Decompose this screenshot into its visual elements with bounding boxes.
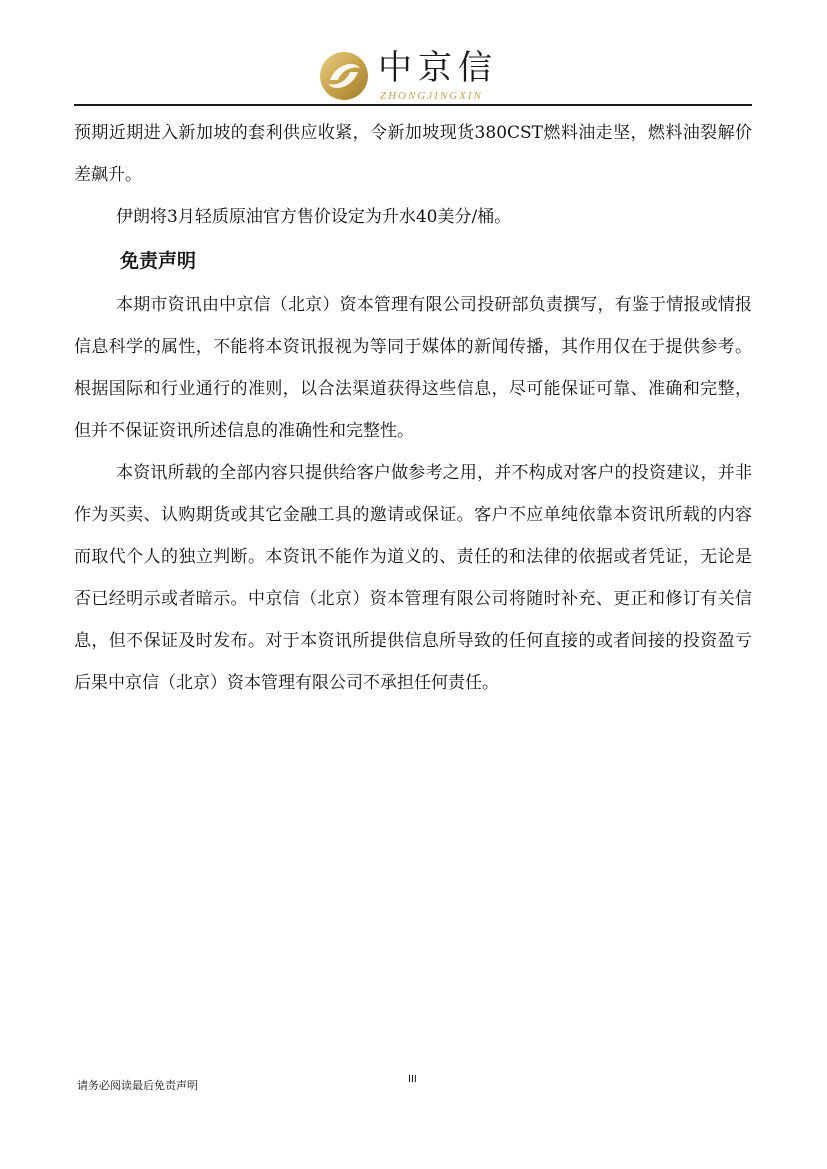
footer-disclaimer-note: 请务必阅读最后免责声明 bbox=[77, 1079, 198, 1092]
logo-chinese-name: 中京信 bbox=[378, 48, 498, 88]
zhongjingxin-logo-icon bbox=[318, 50, 370, 102]
page-header bbox=[0, 40, 827, 106]
page-number: III bbox=[408, 1074, 417, 1085]
body-paragraph-iran-osp: 伊朗将3月轻质原油官方售价设定为升水40美分/桶。 bbox=[116, 207, 512, 227]
header-divider bbox=[74, 104, 752, 106]
disclaimer-heading: 免责声明 bbox=[120, 250, 197, 272]
disclaimer-paragraph-2: 本资讯所载的全部内容只提供给客户做参考之用，并不构成对客户的投资建议，并非作为买卖、认购期货或其它金融工具的邀请或保证。客户不应单纯依靠本资讯所载的内容而取代个人的独立判断。本资讯不能作为道义的、责任的和法律的依据或者凭证，无论是否已经明示或者暗示。中京信（北京）资本管理有限公司将随时补充、更正和修订有关信息，但不保证及时发布。对于本资讯所提供信息所导致的任何直接的或者间接的投资盈亏后果中京信（北京）资本管理有限公司不承担任何责任。 bbox=[74, 463, 752, 693]
disclaimer-paragraph-1: 本期市资讯由中京信（北京）资本管理有限公司投研部负责撰写，有鉴于情报或情报信息科学的属性，不能将本资讯报视为等同于媒体的新闻传播，其作用仅在于提供参考。根据国际和行业通行的准则，以合法渠道获得这些信息，尽可能保证可靠、准确和完整，但并不保证资讯所述信息的准确性和完整性。 bbox=[74, 295, 752, 441]
body-paragraph-continued: 预期近期进入新加坡的套利供应收紧，令新加坡现货380CST燃料油走坚，燃料油裂解价差飙升。 bbox=[74, 123, 752, 185]
logo-english-name: ZHONGJINGXIN bbox=[380, 90, 483, 102]
document-body bbox=[74, 112, 752, 704]
